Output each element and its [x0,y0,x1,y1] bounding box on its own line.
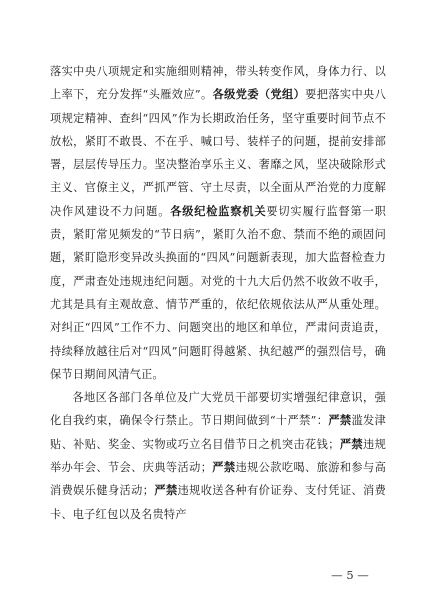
bold-text-segment: 严禁 [328,414,352,428]
text-segment: 要把落实中央八项规定精神、查纠“四风”作为长期政治任务，坚守重要时间节点不放松，紧盯不敢畏、不在乎、喊口号、装样子的问题，提前安排部署，层层传导压力。坚决整治享乐主义、奢靡之风，坚决破除形式主义、官僚主义，严抓严管、守土尽责，以全面从严治党的力度解决作风建设不力问题。 [50,88,386,218]
bold-text-segment: 严禁 [154,484,178,498]
text-segment: 违规公款吃喝、旅游和参与高消费娱乐健身活动； [50,461,386,498]
paragraph-1 [50,60,386,386]
text-segment: 各地区各部门各单位及广大党员干部要切实增强纪律意识，强化自我约束，确保令行禁止。节日期间做到“十严禁”： [50,391,386,428]
bold-text-segment: 各级党委（党组） [212,88,306,102]
text-segment: 要切实履行监督第一职责，紧盯常见频发的“节日病”，紧盯久治不愈、禁而不绝的顽固问题，紧盯隐形变异改头换面的“四风”问题新表现，加大监督检查力度，严肃查处违规违纪问题。对党的十九大后仍然不收敛不收手，尤其是具有主观故意、情节严重的，依纪依规依法从严从重处理。对纠正“四风”工作不力、问题突出的地区和单位，严肃问责追责，持续释放越往后对“四风”问题盯得越紧、执纪越严的强烈信号，确保节日期间风清气正。 [50,204,386,381]
text-segment: 滥发津贴、补贴、奖金、实物或巧立名目借节日之机突击花钱； [50,414,386,451]
bold-text-segment: 严禁 [339,437,363,451]
text-segment: 违规收送各种有价证券、支付凭证、消费卡、电子红包以及名贵特产 [50,484,386,521]
page-number: — 5 — [331,568,369,582]
bold-text-segment: 严禁 [212,461,236,475]
paragraph-2 [50,386,386,526]
bold-text-segment: 各级纪检监察机关 [170,204,267,218]
text-segment: 落实中央八项规定和实施细则精神，带头转变作风，身体力行、以上率下，充分发挥“头雁效应”。 [50,65,386,102]
body-text [50,60,386,526]
text-segment: 违规举办年会、节会、庆典等活动； [50,437,386,475]
